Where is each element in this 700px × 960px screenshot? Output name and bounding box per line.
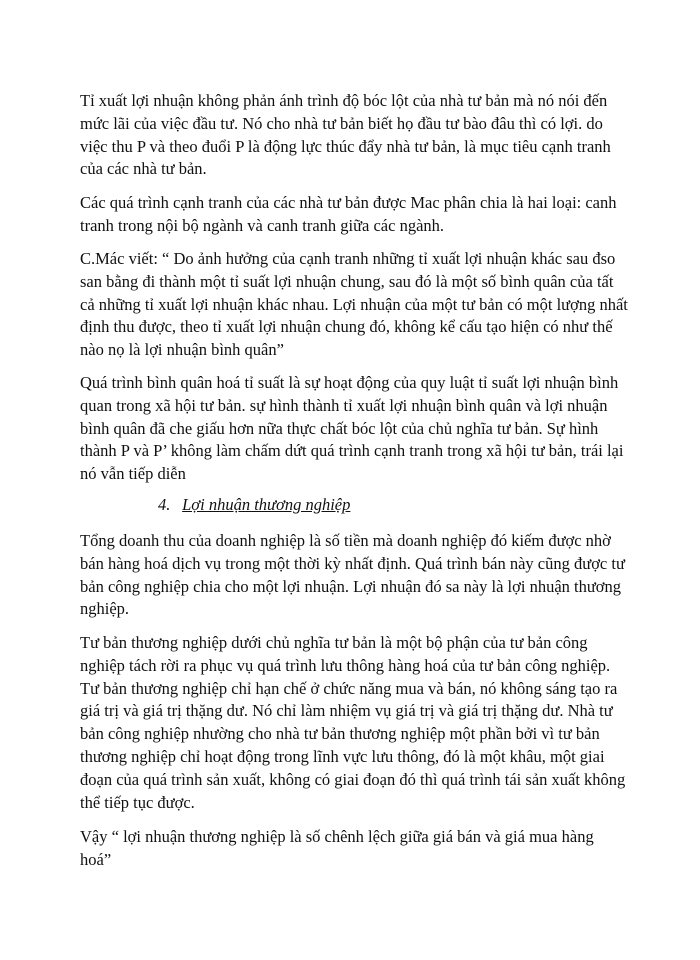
text-line: thành P và P’ không làm chấm dứt quá trình cạnh tranh trong xã hội tư bản, trái lại: [80, 441, 624, 461]
text-line: việc thu P và theo đuổi P là động lực thúc đẩy nhà tư bản, là mục tiêu cạnh tranh: [80, 136, 611, 156]
text-line: định thu được, theo tỉ xuất lợi nhuận chung đó, không kể cấu tạo hiện có như thế: [80, 317, 613, 337]
text-line: Tư bản thương nghiệp dưới chủ nghĩa tư bản là một bộ phận của tư bản công: [80, 633, 588, 652]
text-line: Tổng doanh thu của doanh nghiệp là số tiền mà doanh nghiệp đó kiếm được nhờ: [80, 531, 611, 550]
text-line: của các nhà tư bản.: [80, 159, 207, 179]
section-title: Lợi nhuận thương nghiệp: [182, 495, 351, 514]
paragraph-marx-quote: [80, 248, 628, 362]
text-line: bình quân đã che giấu hơn nữa thực chất bóc lột của chủ nghĩa tư bản. Sự hình: [80, 418, 599, 438]
text-line: bản công nghiệp nhường cho nhà tư bản thương nghiệp một phần bởi vì tư bản: [80, 724, 600, 744]
paragraph-average-profit: [80, 372, 628, 486]
text-line: cả những tỉ xuất lợi nhuận khác nhau. Lợi nhuận của một tư bản có một lượng nhất: [80, 294, 628, 314]
paragraph-competition-types: [80, 192, 628, 238]
text-line: thương nghiệp chỉ hoạt động trong lĩnh vực lưu thông, đó là một khâu, một giai: [80, 746, 605, 766]
text-line: Tư bản thương nghiệp chỉ hạn chế ở chức năng mua và bán, nó không sáng tạo ra: [80, 678, 618, 698]
text-line: giá trị và giá trị thặng dư. Nó chỉ làm nhiệm vụ giá trị và giá trị thặng dư. Nhà tư: [80, 701, 613, 721]
text-line: nào nọ là lợi nhuận bình quân”: [80, 340, 284, 360]
section-heading: [158, 494, 350, 517]
text-line: bản công nghiệp chia cho một lợi nhuận. Lợi nhuận đó sa này là lợi nhuận thương: [80, 576, 622, 596]
text-line: nó vẫn tiếp diễn: [80, 464, 186, 484]
paragraph-profit-rate: [80, 90, 628, 181]
section-number: 4.: [158, 495, 171, 514]
text-line: bán hàng hoá dịch vụ trong một thời kỳ nhất định. Quá trình bán này cũng được tư: [80, 553, 625, 573]
text-line: nghiệp tách rời ra phục vụ quá trình lưu thông hàng hoá của tư bản công nghiệp.: [80, 655, 611, 675]
text-line: san bằng đi thành một tỉ suất lợi nhuận chung, sau đó là một số bình quân của tất: [80, 271, 614, 291]
text-line: nghiệp.: [80, 599, 130, 619]
text-line: Vậy “ lợi nhuận thương nghiệp là số chênh lệch giữa giá bán và giá mua hàng: [80, 827, 594, 846]
text-line: hoá”: [80, 849, 112, 869]
text-line: đoạn của quá trình sản xuất, không có giai đoạn đó thì quá trình tái sản xuất không: [80, 769, 626, 789]
paragraph-merchant-capital: [80, 632, 628, 814]
text-line: mức lãi của việc đầu tư. Nó cho nhà tư bản biết họ đầu tư bào đâu thì có lợi. do: [80, 113, 603, 133]
text-line: tranh trong nội bộ ngành và canh tranh giữa các ngành.: [80, 215, 445, 235]
text-line: C.Mác viết: “ Do ảnh hưởng của cạnh tranh những tỉ xuất lợi nhuận khác sau đso: [80, 249, 616, 268]
text-line: Các quá trình cạnh tranh của các nhà tư bản được Mac phân chia là hai loại: canh: [80, 193, 617, 212]
paragraph-revenue: [80, 530, 628, 621]
text-line: quan trong xã hội tư bản. sự hình thành tỉ xuất lợi nhuận bình quân và lợi nhuận: [80, 395, 608, 415]
text-line: Quá trình bình quân hoá tỉ suất là sự hoạt động của quy luật tỉ suất lợi nhuận bình: [80, 373, 619, 392]
paragraph-conclusion: [80, 826, 628, 872]
text-line: Tỉ xuất lợi nhuận không phản ánh trình độ bóc lột của nhà tư bản mà nó nói đến: [80, 91, 608, 110]
text-line: thể tiếp tục được.: [80, 792, 195, 812]
